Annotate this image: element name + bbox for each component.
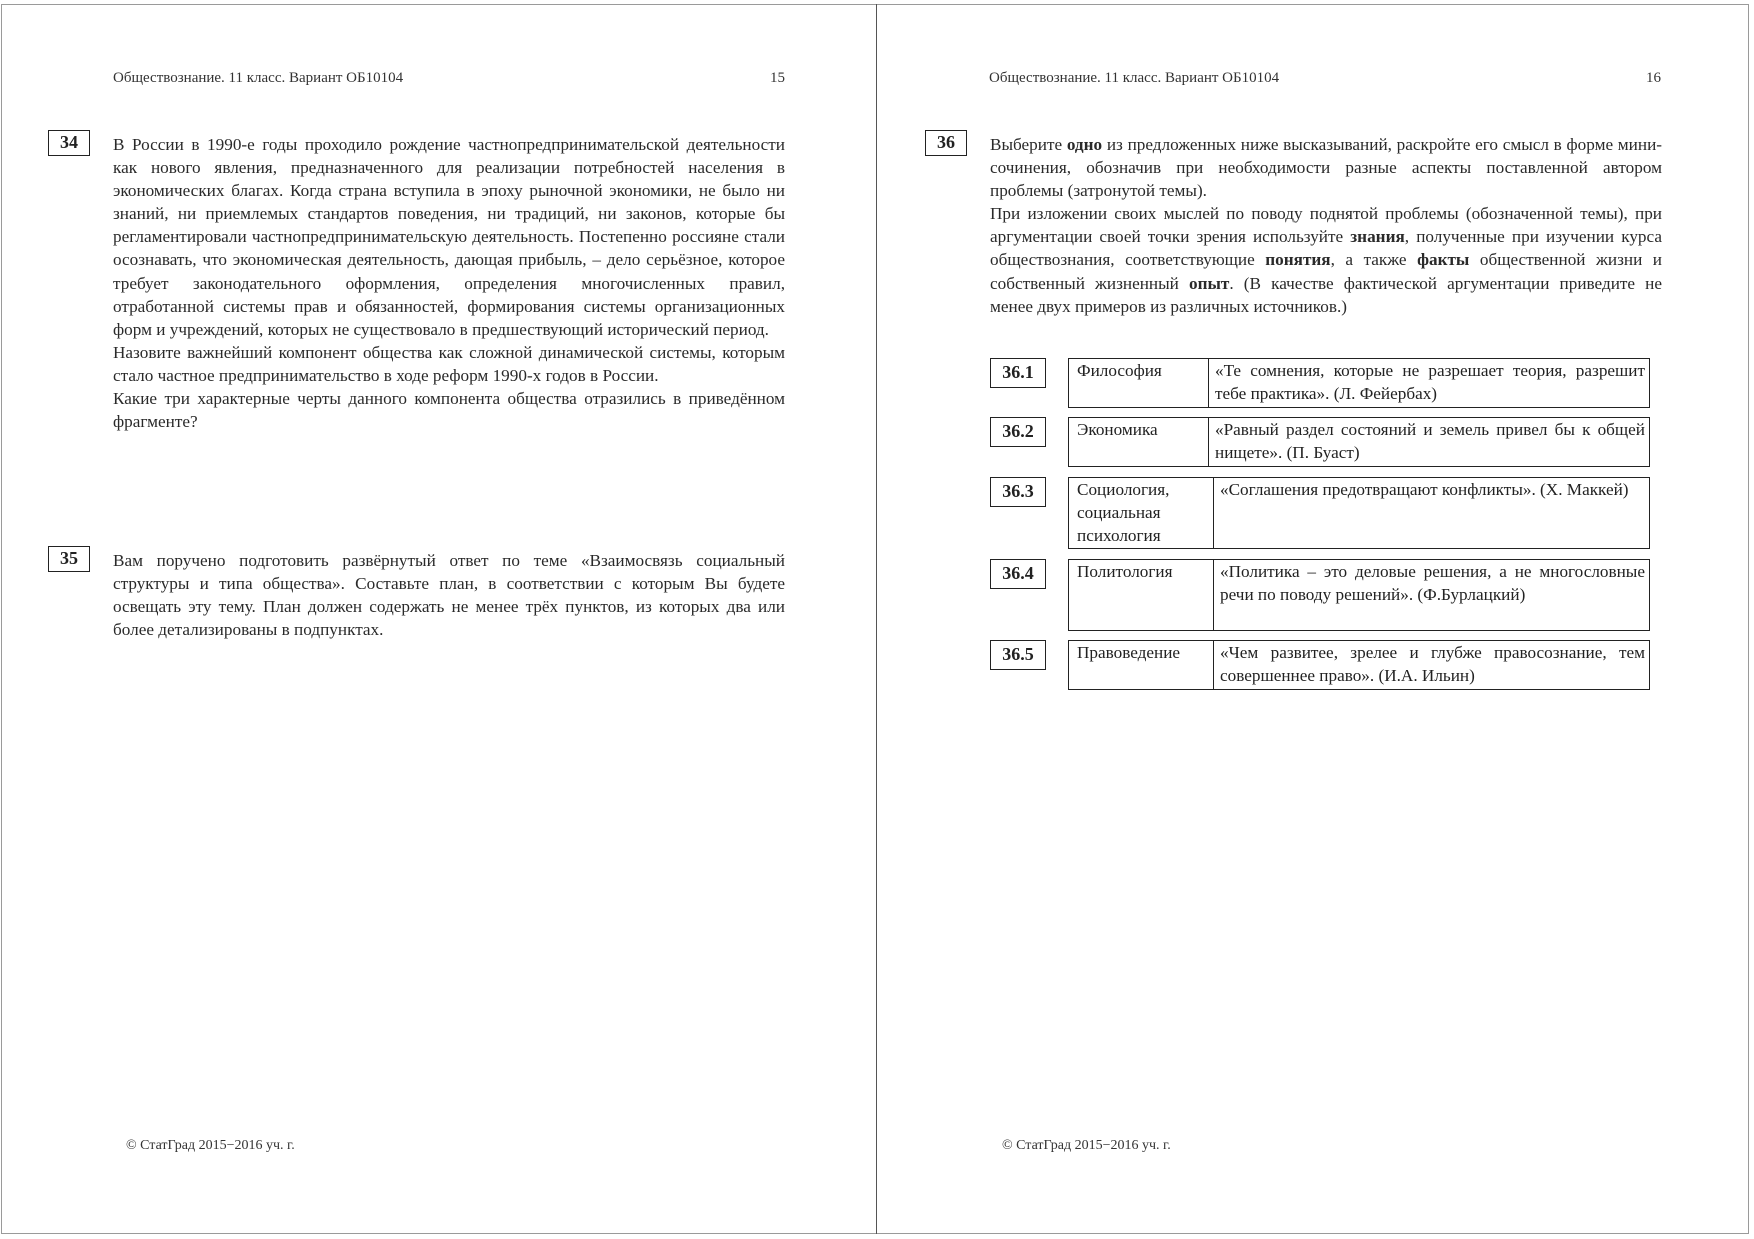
- item-36-2-subject: Экономика: [1069, 418, 1209, 466]
- item-36-3-label: 36.3: [990, 477, 1046, 507]
- question-34-text: [113, 133, 785, 433]
- item-36-4-label: 36.4: [990, 559, 1046, 589]
- question-36-paragraph-2: При изложении своих мыслей по поводу поднятой проблемы (обозначенной темы), при аргументации своей точки зрения используйте знания, полученные при изучении курса обществознания, соответствующие понятия, а также факты общественной жизни и собственный жизненный опыт. (В качестве фактической аргументации приведите не менее двух примеров из различных источников.): [990, 204, 1663, 316]
- item-36-5-quote: «Чем развитее, зрелее и глубже правосознание, тем совершеннее право». (И.А. Ильин): [1220, 643, 1645, 685]
- item-36-4-row: [1068, 559, 1650, 631]
- item-36-2-row: [1068, 417, 1650, 467]
- item-36-5-subject: Правоведение: [1069, 641, 1214, 689]
- question-number-34: 34: [48, 130, 90, 156]
- item-36-4-quote: «Политика – это деловые решения, а не многословные речи по поводу решений». (Ф.Бурлацкий): [1220, 562, 1645, 604]
- item-36-1-quote: «Те сомнения, которые не разрешает теория, разрешит тебе практика». (Л. Фейербах): [1215, 361, 1645, 403]
- item-36-1-subject: Философия: [1069, 359, 1209, 407]
- question-34-paragraph-1: В России в 1990-е годы проходило рождение частнопредпринимательской деятельности как нового явления, предназначенного для реализации потребностей населения в экономических благах. Когда страна вступила в эпоху рыночной экономики, не было ни знаний, ни приемлемых стандартов поведения, ни традиций, ни законов, которые бы регламентировали частнопредпринимательскую деятельность. Постепенно россияне стали осознавать, что экономическая деятельность, дающая прибыль, – дело серьёзное, которое требует законодательного оформления, определения многочисленных правил, отработанной системы прав и обязанностей, формирования системы организационных форм и учреждений, которых не существовало в предшествующий исторический период.: [113, 135, 785, 339]
- question-35-text: [113, 549, 785, 641]
- item-36-2-label: 36.2: [990, 417, 1046, 447]
- left-page-header: Обществознание. 11 класс. Вариант ОБ10104: [113, 70, 404, 86]
- item-36-3-quote: «Соглашения предотвращают конфликты». (Х. Маккей): [1220, 480, 1629, 499]
- question-34-paragraph-3: Какие три характерные черты данного компонента общества отразились в приведённом фрагменте?: [113, 389, 785, 432]
- question-36-text: [990, 133, 1662, 318]
- right-page-number: 16: [1646, 70, 1661, 86]
- question-36-paragraph-1: Выберите одно из предложенных ниже высказываний, раскройте его смысл в форме мини-сочинения, обозначив при необходимости разные аспекты поставленной автором проблемы (затронутой темы).: [990, 135, 1663, 201]
- item-36-1-row: [1068, 358, 1650, 408]
- right-page-header: Обществознание. 11 класс. Вариант ОБ10104: [989, 70, 1280, 86]
- item-36-3-subject: Социология, социальная психология: [1069, 478, 1214, 548]
- left-page-footer: © СтатГрад 2015−2016 уч. г.: [126, 1138, 295, 1153]
- item-36-2-quote: «Равный раздел состояний и земель привел бы к общей нищете». (П. Буаст): [1215, 420, 1645, 462]
- item-36-5-label: 36.5: [990, 640, 1046, 670]
- item-36-1-label: 36.1: [990, 358, 1046, 388]
- page-divider: [876, 4, 877, 1234]
- item-36-4-subject: Политология: [1069, 560, 1214, 630]
- left-page-number: 15: [770, 70, 785, 86]
- question-number-36: 36: [925, 130, 967, 156]
- item-36-5-row: [1068, 640, 1650, 690]
- question-35-paragraph: Вам поручено подготовить развёрнутый ответ по теме «Взаимосвязь социальный структуры и типа общества». Составьте план, в соответствии с которым Вы будете освещать эту тему. План должен содержать не менее трёх пунктов, из которых два или более детализированы в подпунктах.: [113, 551, 785, 640]
- question-34-paragraph-2: Назовите важнейший компонент общества как сложной динамической системы, которым стало частное предпринимательство в ходе реформ 1990-х годов в России.: [113, 342, 785, 385]
- question-number-35: 35: [48, 546, 90, 572]
- right-page-footer: © СтатГрад 2015−2016 уч. г.: [1002, 1138, 1171, 1153]
- item-36-3-row: [1068, 477, 1650, 549]
